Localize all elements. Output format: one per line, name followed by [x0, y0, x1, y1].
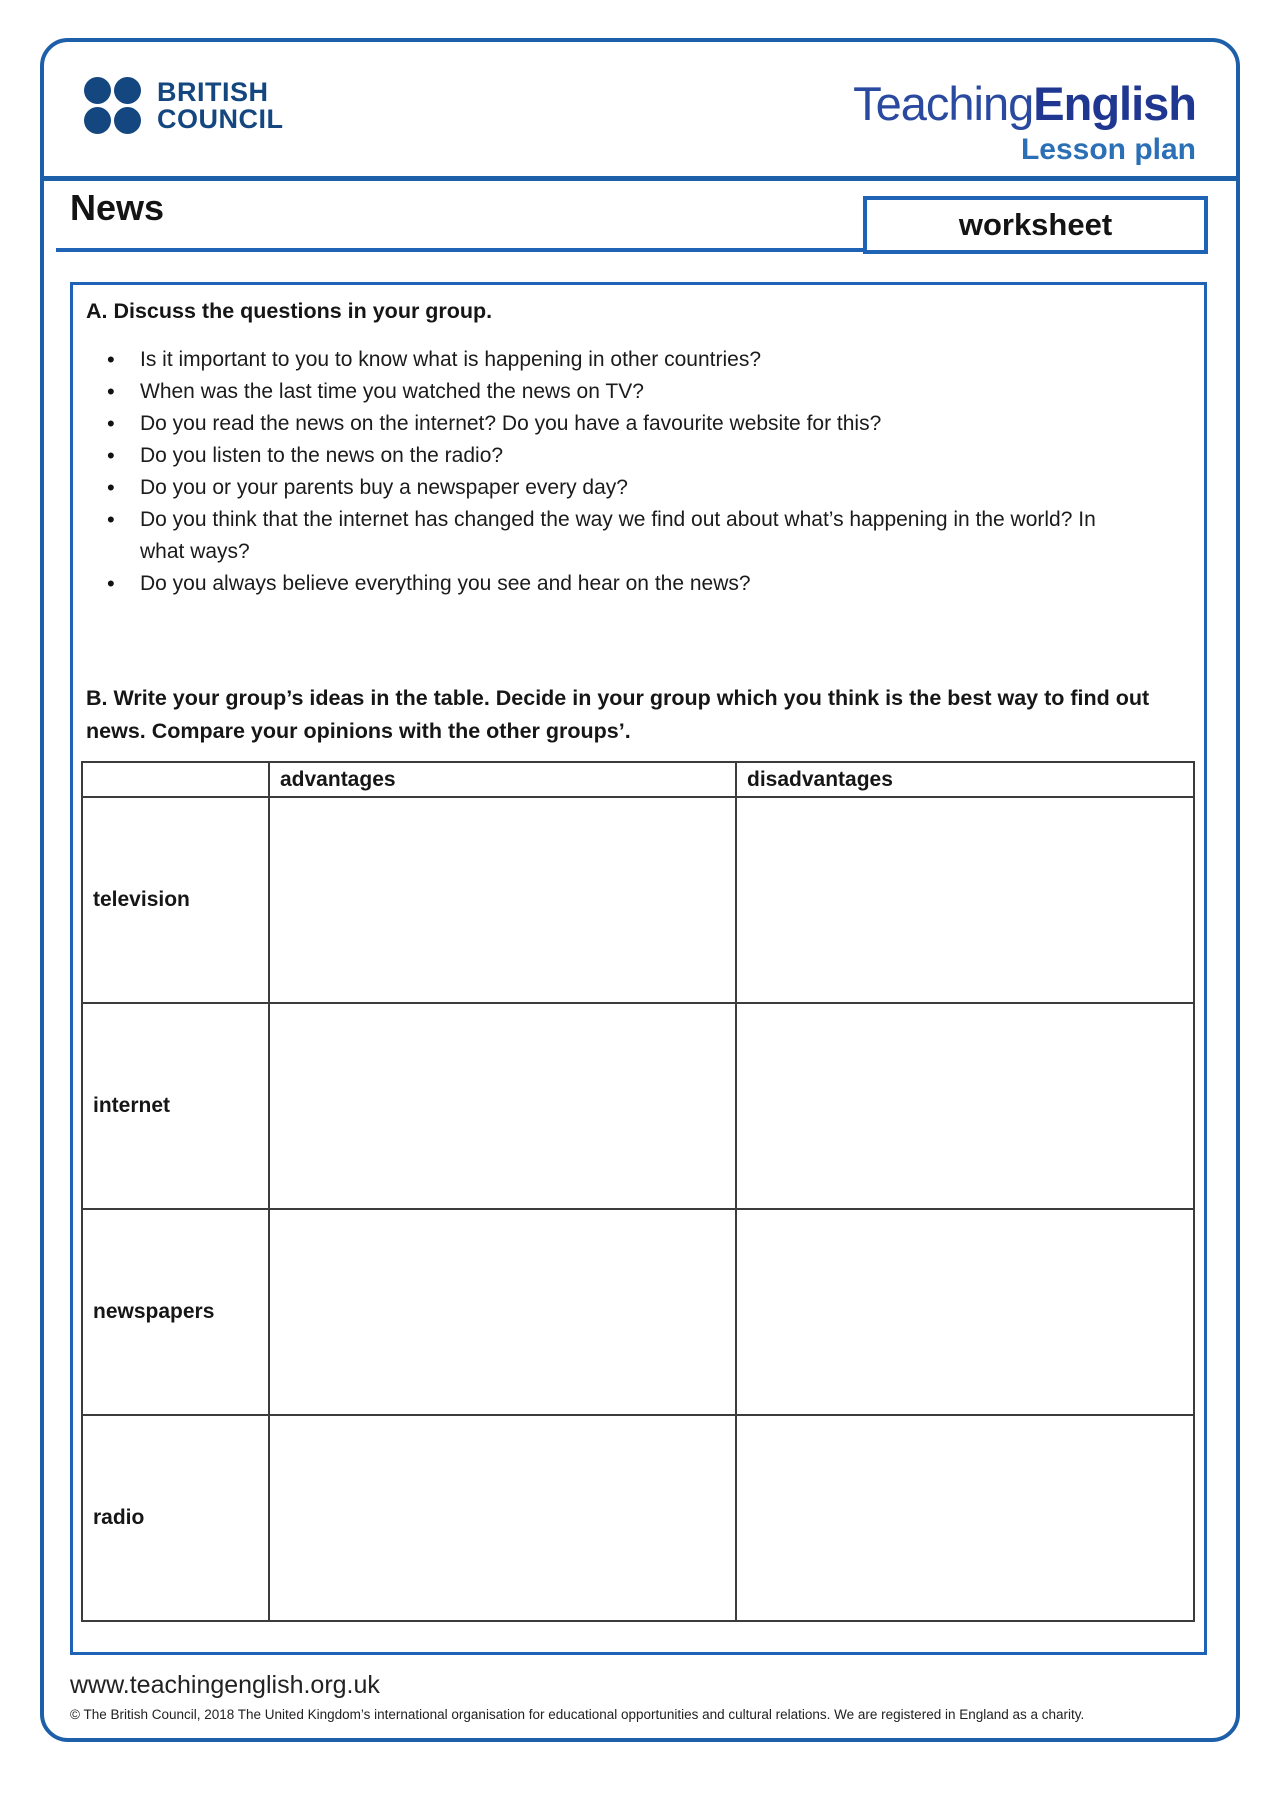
brand-line2: COUNCIL	[157, 104, 284, 134]
row-label-television: television	[82, 797, 269, 1003]
footer-website: www.teachingenglish.org.uk	[70, 1671, 380, 1699]
ideas-table	[81, 761, 1195, 1622]
logo-circle	[84, 77, 111, 104]
question-item: • Do you listen to the news on the radio?	[140, 440, 1140, 472]
worksheet-badge	[863, 196, 1208, 254]
cell-television-disadvantages	[736, 797, 1194, 1003]
english-text: English	[1033, 77, 1196, 130]
british-council-wordmark	[157, 79, 284, 133]
cell-television-advantages	[269, 797, 736, 1003]
section-a-heading: A. Discuss the questions in your group.	[86, 299, 493, 323]
table-row	[82, 1003, 1194, 1209]
row-label-newspapers: newspapers	[82, 1209, 269, 1415]
section-b-heading: B. Write your group’s ideas in the table. Decide in your group which you think is the best way to find out news. Compare your opinions with the other groups’.	[86, 686, 1150, 743]
row-label-radio: radio	[82, 1415, 269, 1621]
cell-newspapers-disadvantages	[736, 1209, 1194, 1415]
table-row	[82, 797, 1194, 1003]
teaching-text: Teaching	[853, 77, 1034, 130]
header-divider	[44, 176, 1236, 181]
cell-radio-disadvantages	[736, 1415, 1194, 1621]
lesson-plan-label: Lesson plan	[1020, 133, 1196, 166]
cell-internet-advantages	[269, 1003, 736, 1209]
teaching-english-wordmark	[853, 77, 1196, 130]
question-item: • Do you always believe everything you see and hear on the news?	[140, 568, 1140, 600]
teaching-english-logo	[853, 77, 1196, 166]
logo-circle	[114, 77, 141, 104]
table-header-row	[82, 762, 1194, 797]
row-label-internet: internet	[82, 1003, 269, 1209]
table-row	[82, 1209, 1194, 1415]
content-panel	[70, 282, 1207, 1655]
cell-radio-advantages	[269, 1415, 736, 1621]
disadvantages-header: disadvantages	[736, 762, 1194, 797]
cell-newspapers-advantages	[269, 1209, 736, 1415]
advantages-header: advantages	[269, 762, 736, 797]
cell-internet-disadvantages	[736, 1003, 1194, 1209]
page-title: News	[70, 187, 165, 228]
question-item: • Do you or your parents buy a newspaper every day?	[140, 472, 1140, 504]
brand-line1: BRITISH	[157, 77, 269, 107]
question-item: • When was the last time you watched the news on TV?	[140, 376, 1140, 408]
table-corner-cell	[82, 762, 269, 797]
british-council-logo	[84, 77, 284, 134]
logo-circle	[84, 107, 111, 134]
footer-copyright: © The British Council, 2018 The United Kingdom’s international organisation for educational opportunities and cultural relations. We are registered in England as a charity.	[70, 1707, 1085, 1722]
question-item: • Is it important to you to know what is happening in other countries?	[140, 344, 1140, 376]
logo-circle	[114, 107, 141, 134]
title-underline	[56, 248, 863, 252]
worksheet-label: worksheet	[958, 207, 1113, 242]
british-council-circles-icon	[84, 77, 141, 134]
question-list	[86, 344, 1190, 600]
table-row	[82, 1415, 1194, 1621]
question-item: • Do you read the news on the internet? Do you have a favourite website for this?	[140, 408, 1140, 440]
question-item: • Do you think that the internet has changed the way we find out about what’s happening in the world? In what ways?	[140, 504, 1140, 568]
